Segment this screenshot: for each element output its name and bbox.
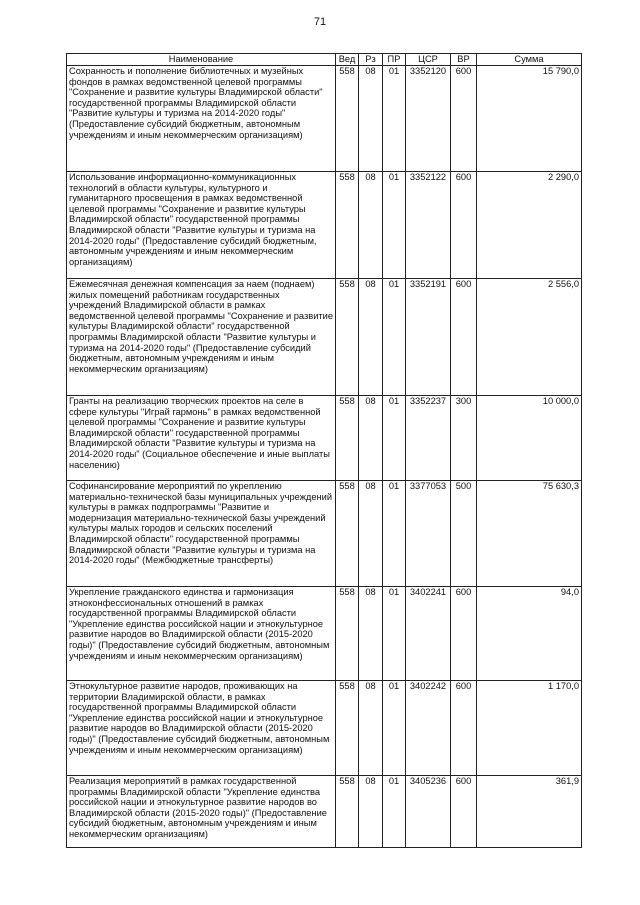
row-rz: 08 (359, 776, 383, 848)
row-ved: 558 (336, 66, 359, 172)
row-name: Реализация мероприятий в рамках государственной программы Владимирской области "Укрепление единства российской нации и этнокультурное развитие народов во Владимирской области (2015-2020 годы)" (Предоставление субсидий бюджетным, автономным учреждениям и иным некоммерческим организациям) (67, 776, 336, 848)
row-rz: 08 (359, 481, 383, 587)
row-name: Софинансирование мероприятий по укреплению материально-технической базы муниципальных учреждений культуры в рамках подпрограммы "Развитие и модернизация материально-технической базы учреждений культуры малых городов и сельских поселений Владимирской области" государственной программы Владимирской области "Развитие культуры и туризма на 2014-2020 годы" (Межбюджетные трансферты) (67, 481, 336, 587)
row-ved: 558 (336, 279, 359, 396)
row-sum: 10 000,0 (477, 396, 582, 481)
row-vr: 500 (451, 481, 477, 587)
column-header-sum: Сумма (477, 54, 582, 66)
column-header-csr: ЦСР (406, 54, 451, 66)
table-row (67, 396, 582, 481)
row-pr: 01 (383, 66, 406, 172)
row-sum: 2 290,0 (477, 172, 582, 279)
row-rz: 08 (359, 681, 383, 776)
row-sum: 2 556,0 (477, 279, 582, 396)
row-sum: 361,9 (477, 776, 582, 848)
column-header-rz: Рз (359, 54, 383, 66)
row-rz: 08 (359, 172, 383, 279)
table-row (67, 481, 582, 587)
row-ved: 558 (336, 172, 359, 279)
row-vr: 600 (451, 172, 477, 279)
column-header-ved: Вед (336, 54, 359, 66)
row-name: Использование информационно-коммуникационных технологий в области культуры, культурного и гуманитарного просвещения в рамках ведомственной целевой программы "Сохранение и развитие культуры Владимирской области" государственной программы Владимирской области "Развитие культуры и туризма на 2014-2020 годы" (Предоставление субсидий бюджетным, автономным учреждениям и иным некоммерческим организациям) (67, 172, 336, 279)
table-row (67, 776, 582, 848)
row-vr: 600 (451, 279, 477, 396)
row-pr: 01 (383, 776, 406, 848)
row-ved: 558 (336, 681, 359, 776)
row-sum: 75 630,3 (477, 481, 582, 587)
row-rz: 08 (359, 66, 383, 172)
row-sum: 94,0 (477, 587, 582, 681)
row-name: Гранты на реализацию творческих проектов на селе в сфере культуры "Играй гармонь" в рамках ведомственной целевой программы "Сохранение и развитие культуры Владимирской области" государственной программы Владимирской области "Развитие культуры и туризма на 2014-2020 годы" (Социальное обеспечение и иные выплаты населению) (67, 396, 336, 481)
row-csr: 3402241 (406, 587, 451, 681)
row-sum: 1 170,0 (477, 681, 582, 776)
column-header-pr: ПР (383, 54, 406, 66)
row-pr: 01 (383, 587, 406, 681)
row-pr: 01 (383, 481, 406, 587)
row-name: Укрепление гражданского единства и гармонизация этноконфессиональных отношений в рамках государственной программы Владимирской области "Укрепление единства российской нации и этнокультурное развитие народов во Владимирской области (2015-2020 годы)" (Предоставление субсидий бюджетным, автономным учреждениям и иным некоммерческим организациям) (67, 587, 336, 681)
row-vr: 600 (451, 66, 477, 172)
row-vr: 600 (451, 776, 477, 848)
row-csr: 3405236 (406, 776, 451, 848)
row-csr: 3352122 (406, 172, 451, 279)
column-header-name: Наименование (67, 54, 336, 66)
column-header-vr: ВР (451, 54, 477, 66)
table-row (67, 681, 582, 776)
row-rz: 08 (359, 587, 383, 681)
row-ved: 558 (336, 396, 359, 481)
row-rz: 08 (359, 279, 383, 396)
row-name: Сохранность и пополнение библиотечных и музейных фондов в рамках ведомственной целевой программы "Сохранение и развитие культуры Владимирской области" государственной программы Владимирской области "Развитие культуры и туризма на 2014-2020 годы" (Предоставление субсидий бюджетным, автономным учреждениям и иным некоммерческим организациям) (67, 66, 336, 172)
row-sum: 15 790,0 (477, 66, 582, 172)
table-row (67, 172, 582, 279)
row-ved: 558 (336, 481, 359, 587)
row-ved: 558 (336, 776, 359, 848)
row-pr: 01 (383, 172, 406, 279)
page-number: 71 (313, 16, 327, 28)
row-vr: 300 (451, 396, 477, 481)
row-ved: 558 (336, 587, 359, 681)
row-pr: 01 (383, 681, 406, 776)
row-csr: 3352191 (406, 279, 451, 396)
row-name: Этнокультурное развитие народов, проживающих на территории Владимирской области, в рамках государственной программы Владимирской области "Укрепление единства российской нации и этнокультурное развитие народов во Владимирской области (2015-2020 годы)" (Предоставление субсидий бюджетным, автономным учреждениям и иным некоммерческим организациям) (67, 681, 336, 776)
row-csr: 3402242 (406, 681, 451, 776)
row-pr: 01 (383, 396, 406, 481)
row-rz: 08 (359, 396, 383, 481)
row-csr: 3352120 (406, 66, 451, 172)
table-row (67, 279, 582, 396)
table-row (67, 66, 582, 172)
row-csr: 3352237 (406, 396, 451, 481)
row-vr: 600 (451, 681, 477, 776)
row-pr: 01 (383, 279, 406, 396)
header-row (67, 54, 582, 66)
row-name: Ежемесячная денежная компенсация за наем (поднаем) жилых помещений работникам государственных учреждений Владимирской области в рамках ведомственной целевой программы "Сохранение и развитие культуры Владимирской области" государственной программы Владимирской области "Развитие культуры и туризма на 2014-2020 годы" (Предоставление субсидий бюджетным, автономным учреждениям и иным некоммерческим организациям) (67, 279, 336, 396)
row-csr: 3377053 (406, 481, 451, 587)
row-vr: 600 (451, 587, 477, 681)
budget-table (66, 53, 582, 848)
table-row (67, 587, 582, 681)
